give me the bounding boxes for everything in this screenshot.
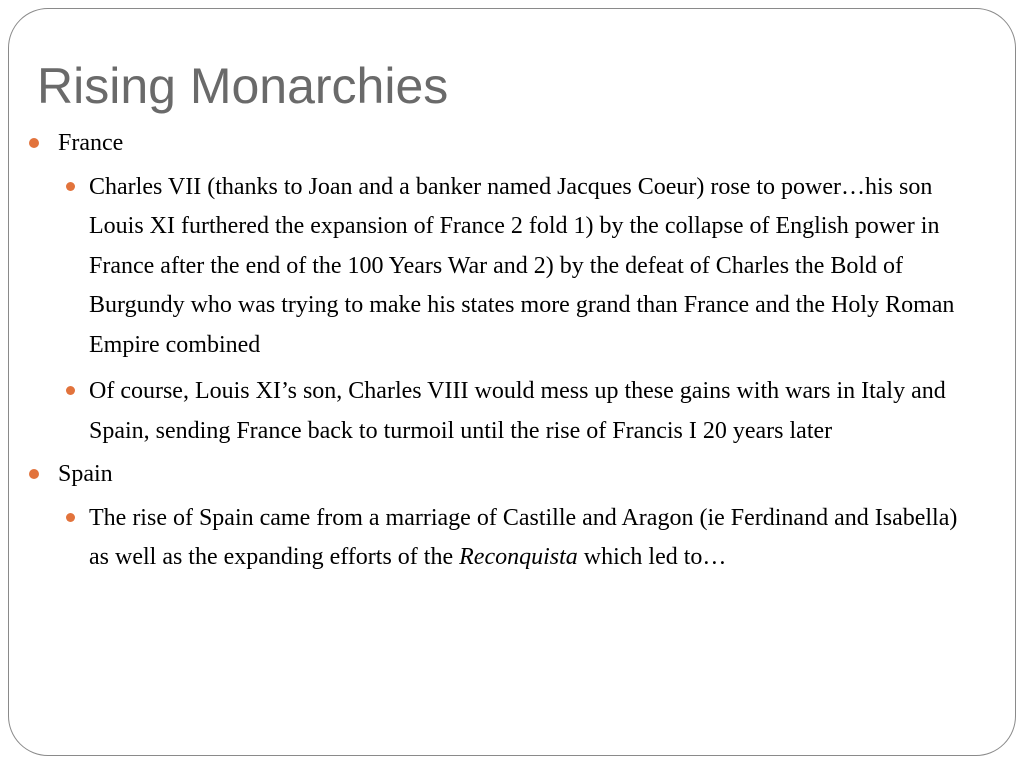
bullet-dot-icon: [29, 138, 39, 148]
subbullet-text: Of course, Louis XI’s son, Charles VIII would mess up these gains with wars in Italy and Spain, sending France back to turmoil until the rise of Francis I 20 years later: [89, 378, 946, 444]
subbullet-spain-rise: [58, 499, 968, 578]
bullet-dot-icon: [66, 386, 75, 395]
reconquista-term: Reconquista: [459, 544, 578, 570]
slide-title: Rising Monarchies: [37, 58, 449, 114]
bullet-france: [28, 124, 968, 164]
bullet-dot-icon: [66, 513, 75, 522]
subbullet-text-start: The rise of Spain came from a marriage of Castille and Aragon (ie Ferdinand and Isabella) as well as the expanding efforts of the: [89, 504, 958, 570]
subbullet-text: Charles VII (thanks to Joan and a banker named Jacques Coeur) rose to power…his son Louis XI furthered the expansion of France 2 fold 1) by the collapse of English power in France after the end of the 100 Years War and 2) by the defeat of Charles the Bold of Burgundy who was trying to make his states more grand than France and the Holy Roman Empire combined: [89, 173, 955, 358]
bullet-dot-icon: [66, 182, 75, 191]
bullet-spain: [28, 455, 968, 495]
subbullet-charles-viii: [58, 372, 968, 451]
slide-content: [28, 124, 968, 578]
subbullet-charles-vii: [58, 168, 968, 366]
subbullet-text-end: which led to…: [577, 544, 727, 570]
heading-spain: Spain: [58, 461, 113, 487]
heading-france: France: [58, 130, 124, 156]
bullet-dot-icon: [29, 469, 39, 479]
